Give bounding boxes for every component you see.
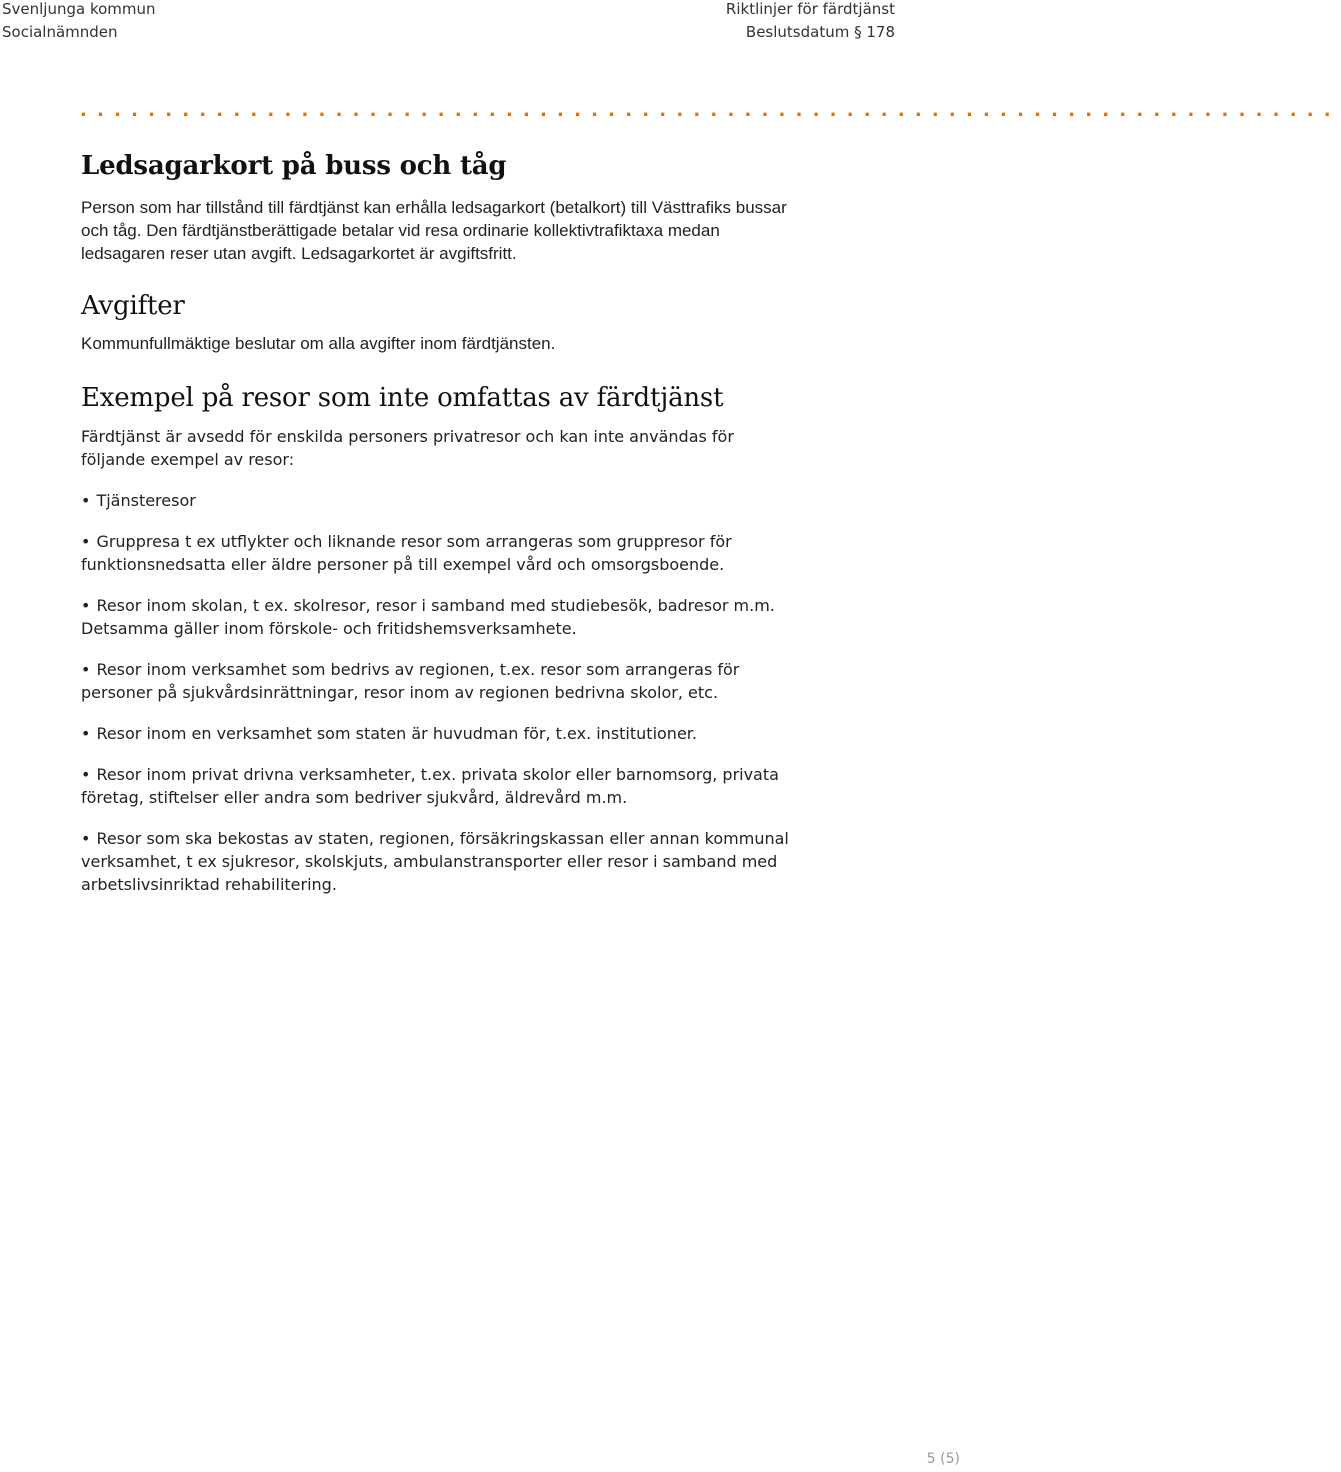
list-item: • Resor som ska bekostas av staten, regionen, försäkringskassan eller annan kommunal verksamhet, t ex sjukresor, skolskjuts, ambulanstransporter eller resor i samband med arbetslivsinriktad rehabilitering. [81,829,789,894]
dotted-divider: .......................................................................... [80,100,1341,121]
bullet-icon: • [81,829,91,848]
list-item: • Resor inom skolan, t ex. skolresor, resor i samband med studiebesök, badresor m.m. Detsamma gäller inom förskole- och fritidshemsverksamhete. [81,596,775,638]
bullet-icon: • [81,596,91,615]
heading-avgifter: Avgifter [81,291,185,321]
excluded-trips-list [81,489,881,896]
paragraph-ledsagarkort: Person som har tillstånd till färdtjänst kan erhålla ledsagarkort (betalkort) till Västtrafiks bussar och tåg. Den färdtjänstberättigade betalar vid resa ordinarie kollektivtrafiktaxa medan ledsagaren reser utan avgift. Ledsagarkortet är avgiftsfritt. [81,198,787,263]
bullet-icon: • [81,532,91,551]
heading-exempel: Exempel på resor som inte omfattas av färdtjänst [81,383,724,413]
document-body [81,148,881,896]
list-item: • Resor inom en verksamhet som staten är huvudman för, t.ex. institutioner. [81,724,697,743]
header-decision: Beslutsdatum § 178 [745,23,895,41]
bullet-icon: • [81,765,91,784]
bullet-icon: • [81,660,91,679]
list-item: • Tjänsteresor [81,491,196,510]
bullet-icon: • [81,724,91,743]
list-item: • Gruppresa t ex utflykter och liknande resor som arrangeras som gruppresor för funktionsnedsatta eller äldre personer på till exempel vård och omsorgsboende. [81,532,732,574]
heading-ledsagarkort: Ledsagarkort på buss och tåg [81,151,507,181]
header-org: Svenljunga kommun [2,0,156,18]
header-dept: Socialnämnden [2,23,118,41]
list-item: • Resor inom verksamhet som bedrivs av regionen, t.ex. resor som arrangeras för personer på sjukvårdsinrättningar, resor inom av regionen bedrivna skolor, etc. [81,660,740,702]
bullet-icon: • [81,491,91,510]
list-item: • Resor inom privat drivna verksamheter, t.ex. privata skolor eller barnomsorg, privata företag, stiftelser eller andra som bedriver sjukvård, äldrevård m.m. [81,765,779,807]
paragraph-avgifter: Kommunfullmäktige beslutar om alla avgifter inom färdtjänsten. [81,334,556,353]
header-doc-title: Riktlinjer för färdtjänst [725,0,895,18]
paragraph-exempel-intro: Färdtjänst är avsedd för enskilda personers privatresor och kan inte användas för följande exempel av resor: [81,427,734,469]
page-number: 5 (5) [926,1451,960,1467]
